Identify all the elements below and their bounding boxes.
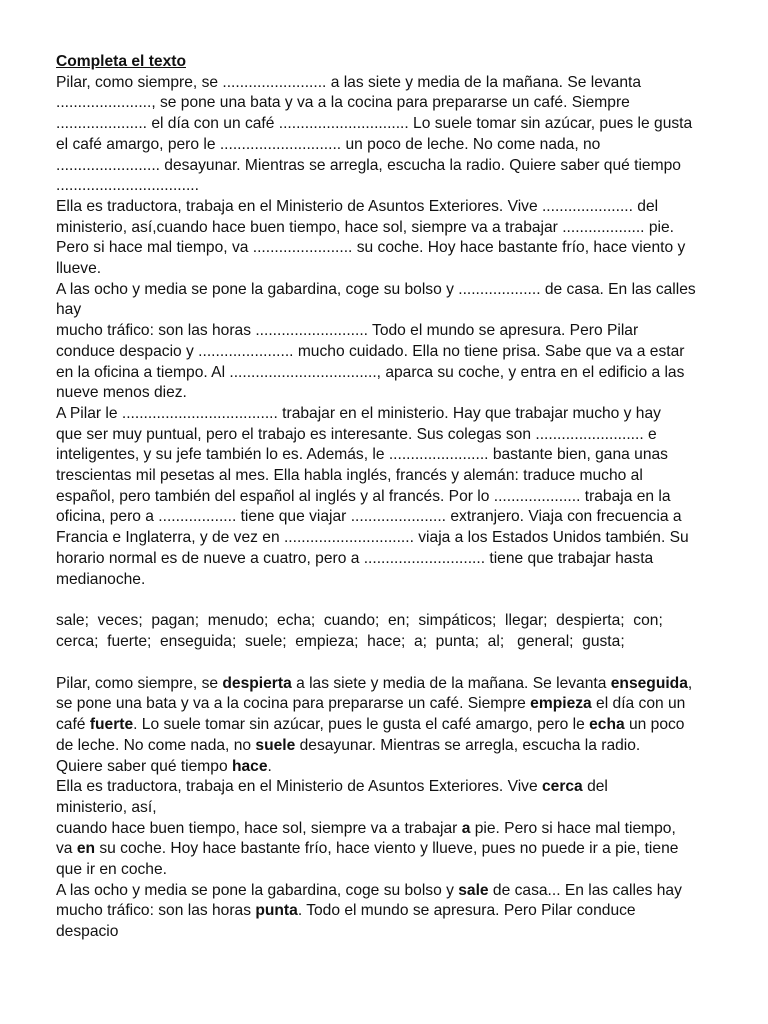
exercise-line: ......................, se pone una bata y va a la cocina para prepararse un café. Siempre <box>56 94 630 112</box>
answer-line <box>56 839 716 860</box>
answer-word: punta <box>255 902 298 920</box>
answer-segment: . Lo suele tomar sin azúcar, pues le gusta el café amargo, pero le <box>133 716 590 734</box>
answer-line <box>56 736 716 757</box>
answer-line <box>56 715 716 736</box>
answer-segment: mucho tráfico: son las horas <box>56 902 256 920</box>
answer-segment: despacio <box>56 923 119 941</box>
answer-word: enseguida <box>610 674 688 692</box>
answer-text <box>56 674 716 943</box>
exercise-line: nueve menos diez. <box>56 384 187 402</box>
exercise-line: oficina, pero a .................. tiene que viajar ...................... extranjero. Viaja con frecuencia a <box>56 508 682 526</box>
answer-segment: . <box>267 757 272 775</box>
exercise-line: medianoche. <box>56 570 146 588</box>
answer-word: sale <box>458 881 489 899</box>
answer-segment: de leche. No come nada, no <box>56 736 256 754</box>
exercise-line: conduce despacio y ...................... mucho cuidado. Ella no tiene prisa. Sabe que va a estar <box>56 342 685 360</box>
answer-segment: ministerio, así, <box>56 798 157 816</box>
answer-segment: pie. Pero si hace mal tiempo, <box>470 819 676 837</box>
answer-segment: café <box>56 716 90 734</box>
exercise-line: ..................... el día con un café .............................. Lo suele tomar sin azúcar, pues le gusta <box>56 115 693 133</box>
exercise-line: Francia e Inglaterra, y de vez en .............................. viaja a los Estados Unidos también. Su <box>56 529 689 547</box>
answer-line <box>56 901 716 922</box>
answer-segment: del <box>582 778 608 796</box>
exercise-line: trescientas mil pesetas al mes. Ella habla inglés, francés y alemán: traduce mucho al <box>56 467 643 485</box>
answer-line <box>56 777 716 798</box>
answer-segment: a las siete y media de la mañana. Se levanta <box>291 674 611 692</box>
answer-line <box>56 674 716 695</box>
word-bank-line: sale; veces; pagan; menudo; echa; cuando; en; simpáticos; llegar; despierta; con; <box>56 612 663 630</box>
answer-line <box>56 798 716 819</box>
exercise-line: español, pero también del español al inglés y al francés. Por lo .................... trabaja en la <box>56 487 671 505</box>
answer-segment: su coche. Hoy hace bastante frío, hace viento y llueve, pues no puede ir a pie, tiene <box>95 840 679 858</box>
answer-segment: desayunar. Mientras se arregla, escucha la radio. <box>295 736 641 754</box>
exercise-line: ................................. <box>56 177 199 195</box>
exercise-title: Completa el texto <box>56 53 186 70</box>
word-bank <box>56 611 716 652</box>
answer-segment: , <box>687 674 693 692</box>
answer-segment: cuando hace buen tiempo, hace sol, siempre va a trabajar <box>56 819 462 837</box>
answer-word: despierta <box>222 674 292 692</box>
answer-line <box>56 757 716 778</box>
exercise-line: hay <box>56 301 82 319</box>
exercise-line: A Pilar le .................................... trabajar en el ministerio. Hay que trabajar mucho y hay <box>56 404 661 422</box>
document-body <box>56 52 716 943</box>
answer-segment: Quiere saber qué tiempo <box>56 757 232 775</box>
answer-word: fuerte <box>89 716 134 734</box>
word-bank-line: cerca; fuerte; enseguida; suele; empieza; hace; a; punta; al; general; gusta; <box>56 632 625 650</box>
spacer <box>56 590 716 611</box>
answer-segment: Ella es traductora, trabaja en el Ministerio de Asuntos Exteriores. Vive <box>56 778 542 796</box>
answer-segment: A las ocho y media se pone la gabardina, coge su bolso y <box>56 881 459 899</box>
answer-line <box>56 819 716 840</box>
answer-line <box>56 694 716 715</box>
exercise-line: ministerio, así,cuando hace buen tiempo, hace sol, siempre va a trabajar ................... pie. <box>56 218 674 236</box>
answer-line <box>56 922 716 943</box>
answer-segment: que ir en coche. <box>56 861 167 879</box>
exercise-line: Ella es traductora, trabaja en el Ministerio de Asuntos Exteriores. Vive ..................... del <box>56 197 659 215</box>
answer-segment: . Todo el mundo se apresura. Pero Pilar conduce <box>297 902 636 920</box>
answer-line <box>56 860 716 881</box>
answer-segment: un poco <box>624 716 685 734</box>
answer-word: empieza <box>530 695 592 713</box>
answer-segment: de casa... En las calles hay <box>488 881 682 899</box>
exercise-line: inteligentes, y su jefe también lo es. Además, le ....................... bastante bien, gana unas <box>56 446 668 464</box>
answer-word: a <box>461 819 471 837</box>
spacer <box>56 653 716 674</box>
exercise-line: Pero si hace mal tiempo, va ....................... su coche. Hoy hace bastante frío, hace viento y <box>56 239 686 257</box>
exercise-line: que ser muy puntual, pero el trabajo es interesante. Sus colegas son ......................... e <box>56 425 657 443</box>
answer-word: echa <box>589 716 625 734</box>
answer-line <box>56 881 716 902</box>
exercise-line: llueve. <box>56 260 102 278</box>
exercise-line: A las ocho y media se pone la gabardina, coge su bolso y ................... de casa. En las calles <box>56 280 696 298</box>
answer-word: cerca <box>541 778 583 796</box>
answer-segment: se pone una bata y va a la cocina para prepararse un café. Siempre <box>56 695 531 713</box>
exercise-line: horario normal es de nueve a cuatro, pero a ............................ tiene que trabajar hasta <box>56 549 654 567</box>
exercise-line: ........................ desayunar. Mientras se arregla, escucha la radio. Quiere saber qué tiempo <box>56 156 681 174</box>
exercise-line: mucho tráfico: son las horas .......................... Todo el mundo se apresura. Pero Pilar <box>56 322 639 340</box>
answer-word: hace <box>231 757 268 775</box>
answer-segment: Pilar, como siempre, se <box>56 674 223 692</box>
exercise-line: Pilar, como siempre, se ........................ a las siete y media de la mañana. Se levanta <box>56 73 642 91</box>
exercise-text <box>56 73 716 591</box>
answer-word: en <box>76 840 96 858</box>
exercise-line: en la oficina a tiempo. Al .................................., aparca su coche, y entra en el edificio a las <box>56 363 685 381</box>
exercise-line: el café amargo, pero le ............................ un poco de leche. No come nada, no <box>56 135 601 153</box>
answer-word: suele <box>255 736 296 754</box>
answer-segment: el día con un <box>591 695 686 713</box>
answer-segment: va <box>56 840 77 858</box>
